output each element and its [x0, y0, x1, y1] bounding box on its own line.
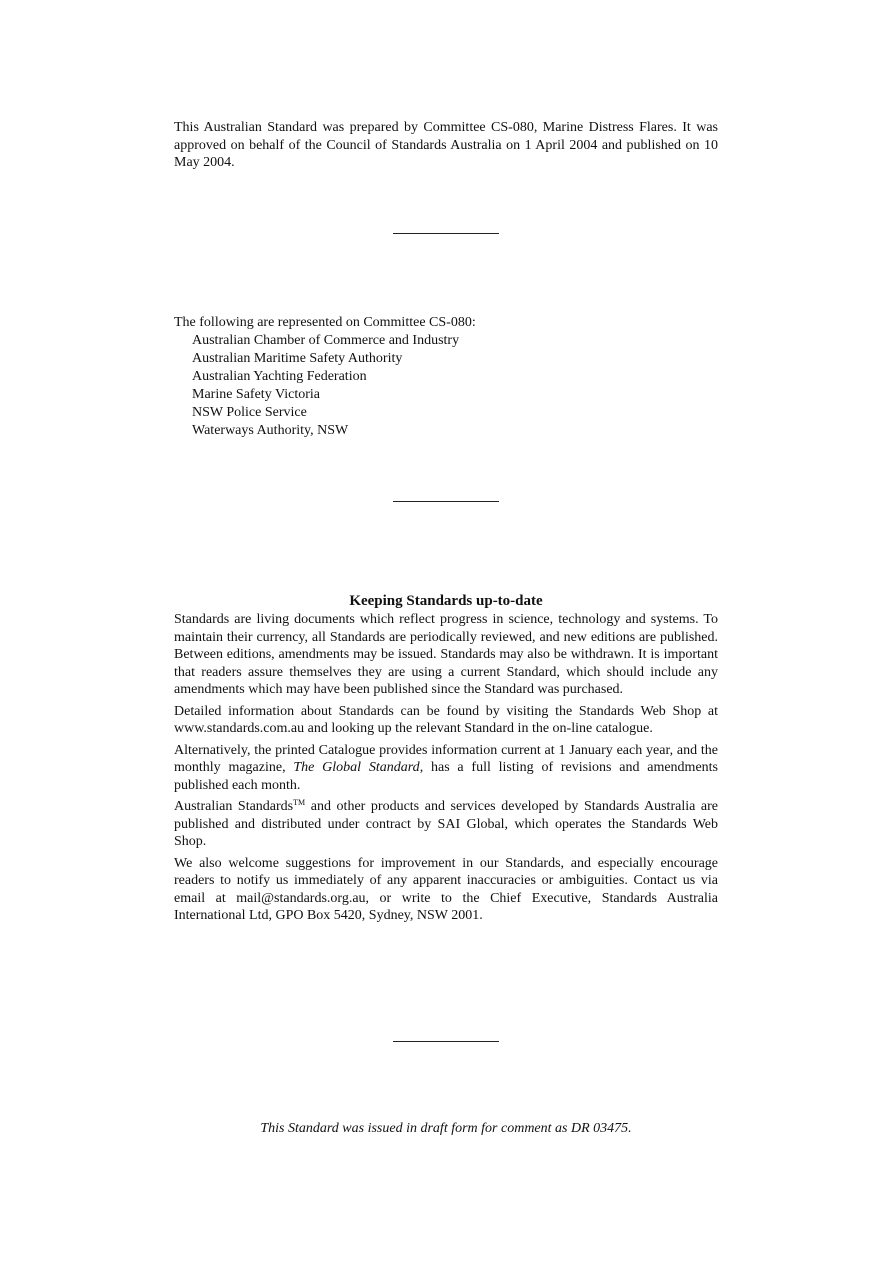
list-item: Australian Maritime Safety Authority	[192, 351, 403, 366]
paragraph-catalogue	[174, 742, 718, 795]
paragraph-sai-global	[174, 798, 718, 851]
trademark-name: Australian Standards	[174, 799, 294, 814]
list-item: NSW Police Service	[192, 405, 307, 420]
paragraph-living-documents: Standards are living documents which reflect progress in science, technology and systems. To maintain their currency, all Standards are periodically reviewed, and new editions are published. Between editions, amendments may be issued. Standards may also be withdrawn. It is important that readers assure themselves they are using a current Standard, which should include any amendments which may have been published since the Standard was purchased.	[174, 612, 718, 697]
list-item: Waterways Authority, NSW	[192, 423, 349, 438]
list-item: Australian Chamber of Commerce and Industry	[192, 333, 460, 348]
sai-global-text: and other products and services developed by Standards Australia are published and distributed under contract by SAI Global, which operates the Standards Web Shop.	[174, 799, 718, 849]
preparation-statement	[174, 119, 718, 172]
catalogue-text-end: , has a full listing of revisions and amendments published each month.	[174, 760, 719, 793]
keeping-standards-section	[174, 592, 718, 925]
paragraph-web-shop: Detailed information about Standards can be found by visiting the Standards Web Shop at www.standards.com.au and looking up the relevant Standard in the on-line catalogue.	[174, 703, 718, 736]
paragraph-contact: We also welcome suggestions for improvement in our Standards, and especially encourage readers to notify us immediately of any apparent inaccuracies or ambiguities. Contact us via email at mail@standards.org.au, or write to the Chief Executive, Standards Australia International Ltd, GPO Box 5420, Sydney, NSW 2001.	[174, 855, 718, 923]
section-heading: Keeping Standards up-to-date	[349, 593, 543, 609]
preparation-text: This Australian Standard was prepared by Committee CS-080, Marine Distress Flares. It was approved on behalf of the Council of Standards Australia on 1 April 2004 and published on 10 May 2004.	[174, 120, 718, 170]
publication-title: The Global Standard	[293, 760, 420, 775]
committee-member-list	[174, 332, 718, 440]
list-item: Australian Yachting Federation	[192, 369, 367, 384]
list-item: Marine Safety Victoria	[192, 387, 320, 402]
trademark-symbol: TM	[293, 798, 306, 807]
catalogue-text-start: Alternatively, the printed Catalogue provides information current at 1 January each year, and the monthly magazine,	[174, 742, 718, 775]
section-divider	[393, 1041, 499, 1042]
section-divider	[393, 233, 499, 234]
committee-intro: The following are represented on Committee CS-080:	[174, 315, 476, 330]
draft-notice: This Standard was issued in draft form for comment as DR 03475.	[260, 1121, 632, 1136]
committee-section	[174, 314, 718, 440]
section-divider	[393, 501, 499, 502]
